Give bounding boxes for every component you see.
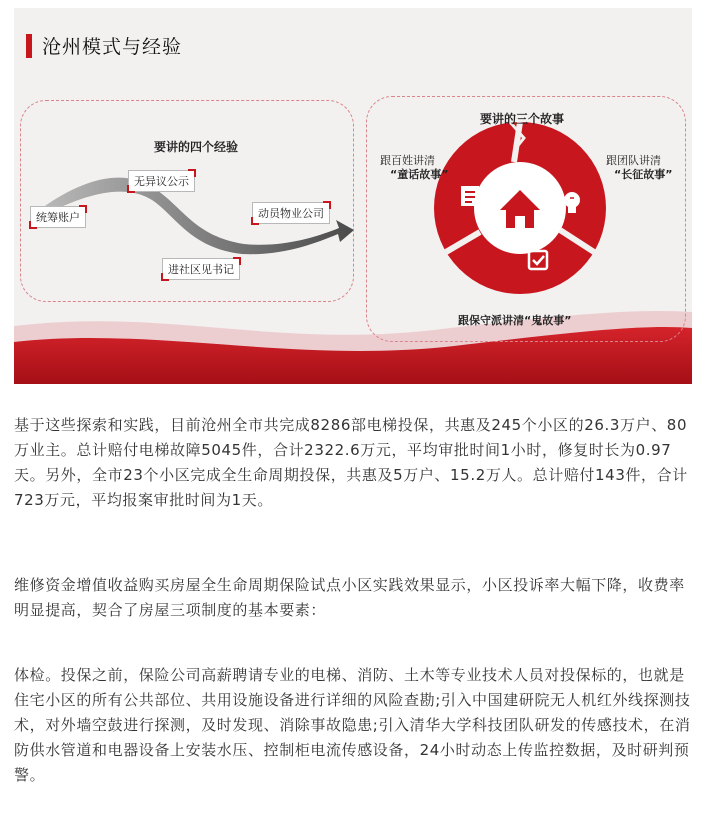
step-4-label: 动员物业公司 bbox=[258, 207, 324, 220]
step-3-tag bbox=[162, 258, 240, 280]
paragraph-1: 基于这些探索和实践，目前沧州全市共完成8286部电梯投保，共惠及245个小区的26.3万户、80万业主。总计赔付电梯故障5045件，合计2322.6万元，平均审批时间1小时，修复时长为0.97天。另外，全市23个小区完成全生命周期投保，共惠及5万户、15.2万人。总计赔付143件，合计723万元，平均报案审批时间为1天。 bbox=[14, 416, 688, 509]
story-3-line1: 跟保守派讲清“鬼故事” bbox=[458, 314, 572, 327]
story-2-line2: “长征故事” bbox=[614, 168, 673, 181]
story-heading: 要讲的三个故事 bbox=[480, 112, 565, 126]
story-1-line1: 跟百姓讲清 bbox=[380, 154, 435, 167]
story-1 bbox=[380, 154, 448, 182]
story-2-line1: 跟团队讲清 bbox=[606, 154, 661, 167]
experience-heading: 要讲的四个经验 bbox=[154, 140, 239, 154]
paragraph-2: 维修资金增值收益购买房屋全生命周期保险试点小区实践效果显示，小区投诉率大幅下降，收费率明显提高，契合了房屋三项制度的基本要素： bbox=[14, 576, 685, 619]
step-1-tag bbox=[30, 206, 86, 228]
step-2-tag bbox=[128, 170, 195, 192]
step-2-label: 无异议公示 bbox=[134, 175, 189, 188]
story-2 bbox=[606, 154, 672, 182]
step-3-label: 进社区见书记 bbox=[168, 263, 234, 276]
paragraph-3: 体检。投保之前，保险公司高薪聘请专业的电梯、消防、土木等专业技术人员对投保标的，也就是住宅小区的所有公共部位、共用设施设备进行详细的风险查勘;引入中国建研院无人机红外线探测技术，对外墙空鼓进行探测，及时发现、消除事故隐患;引入清华大学科技团队研发的传感技术，在消防供水管道和电器设备上安装水压、控制柜电流传感设备，24小时动态上传监控数据，及时研判预警。 bbox=[14, 666, 691, 784]
story-3 bbox=[458, 314, 571, 328]
title-accent-bar bbox=[26, 34, 32, 58]
story-1-line2: “童话故事” bbox=[390, 168, 449, 181]
slide-title: 沧州模式与经验 bbox=[42, 36, 183, 58]
step-4-tag bbox=[252, 202, 330, 224]
story-panel bbox=[366, 96, 686, 342]
step-1-label: 统筹账户 bbox=[36, 211, 80, 224]
slide-image bbox=[14, 8, 692, 384]
